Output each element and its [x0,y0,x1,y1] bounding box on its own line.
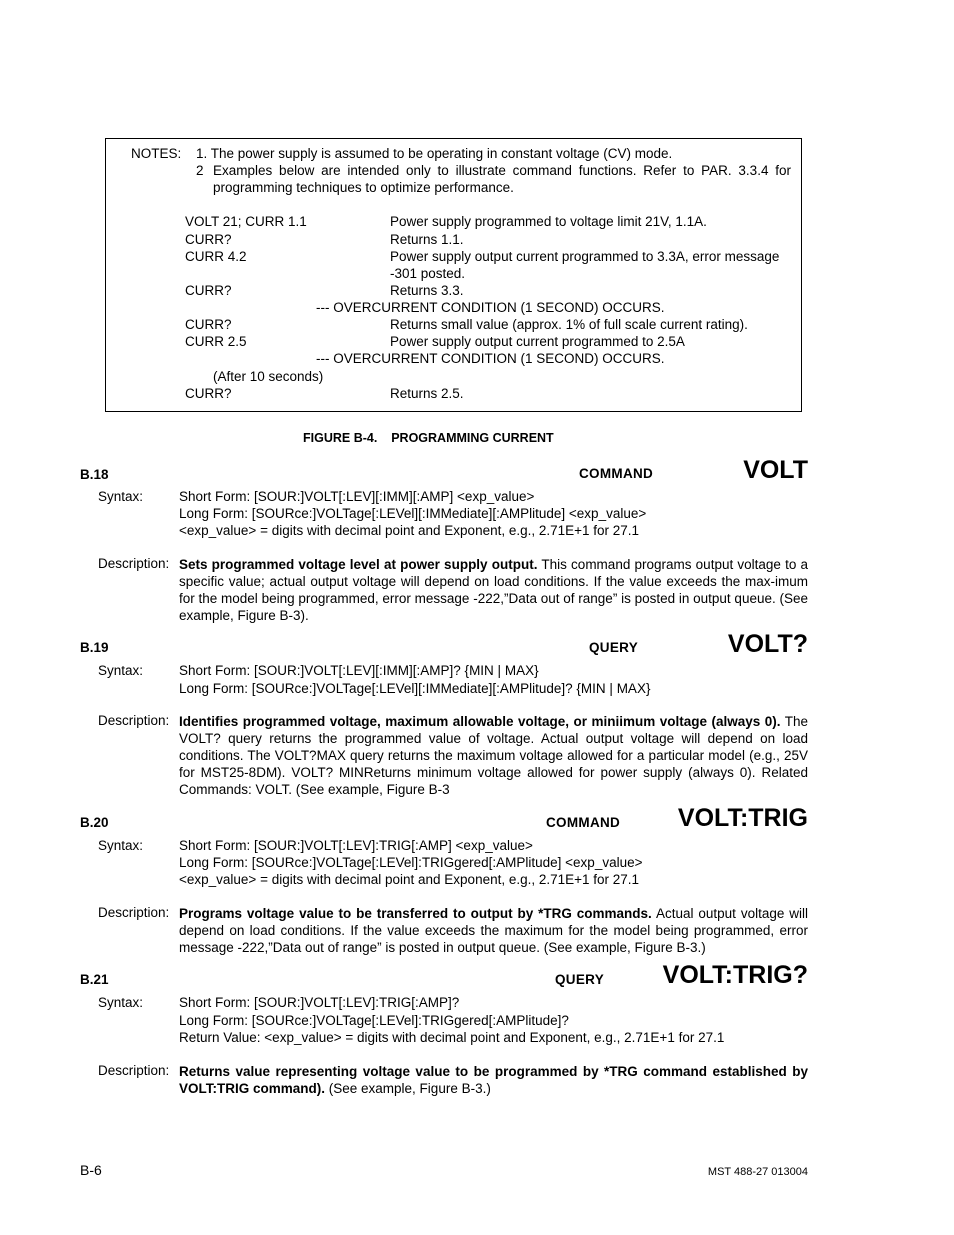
description-body: This command programs output voltage to a specific value; actual output voltage will depend on load conditions. If the value exceeds the max-imum for the model being programmed, error message -222,”Data out of range” is posted in output queue. (See example, Figure B-3). [179,557,808,623]
example-cmd: CURR? [185,232,232,247]
description-text [179,556,808,624]
section-title: VOLT:TRIG [677,804,808,832]
description-label: Description: [98,905,170,920]
description-text [179,713,808,798]
section-number: B.20 [80,815,109,830]
syntax-line: Short Form: [SOUR:]VOLT[:LEV][:IMM][:AMP] <exp_value> [179,489,535,504]
note-2-number: 2 [196,163,204,178]
notes-label: NOTES: [131,146,182,161]
section-kind: COMMAND [579,466,654,481]
example-desc: Returns 3.3. [390,283,464,298]
section-kind: QUERY [589,640,639,655]
description-text [179,905,808,956]
section-kind: COMMAND [546,815,621,830]
example-desc: Returns small value (approx. 1% of full scale current rating). [390,317,748,332]
description-lead: Returns value representing voltage value to be programmed by *TRG command established by VOLT:TRIG command). [179,1064,808,1096]
description-body: Actual output voltage will depend on load conditions. If the value exceeds the maximum for the model being programmed, error message -222,”Data out of range” is posted in output queue. (See example, Figure B-3.) [179,906,808,955]
syntax-label: Syntax: [98,838,144,853]
document-id: MST 488-27 013004 [707,1166,808,1178]
example-cmd: CURR? [185,283,232,298]
note-2-line-1: Examples below are intended only to illustrate command functions. Refer to PAR. 3.3.4 for [213,163,791,178]
description-text [179,1063,808,1097]
note-2-line-2: programming techniques to optimize performance. [213,180,514,195]
figure-caption: FIGURE B-4. PROGRAMMING CURRENT [303,431,554,445]
syntax-line: Short Form: [SOUR:]VOLT[:LEV][:IMM][:AMP]? {MIN | MAX} [179,663,539,678]
section-number: B.21 [80,972,109,987]
description-body: The VOLT? query returns the programmed value of voltage. Actual output voltage will depend on load conditions. The VOLT?MAX query returns the maximum voltage allowed for a particular model (e.g., 25V for MST25-8DM). VOLT? MINReturns minimum voltage allowed for power supply (always 0). Related Commands: VOLT. (See example, Figure B-3 [179,714,808,797]
syntax-label: Syntax: [98,995,144,1010]
overcurrent-event: --- OVERCURRENT CONDITION (1 SECOND) OCCURS. [316,300,665,315]
syntax-line: Short Form: [SOUR:]VOLT[:LEV]:TRIG[:AMP] <exp_value> [179,838,533,853]
description-lead: Sets programmed voltage level at power supply output. [179,557,538,572]
description-label: Description: [98,556,170,571]
description-lead: Programs voltage value to be transferred to output by *TRG commands. [179,906,652,921]
example-desc: Returns 2.5. [390,386,464,401]
description-label: Description: [98,713,170,728]
overcurrent-event: --- OVERCURRENT CONDITION (1 SECOND) OCCURS. [316,351,665,366]
syntax-line: Long Form: [SOURce:]VOLTage[:LEVel][:IMMediate][:AMPlitude] <exp_value> [179,506,647,521]
section-title: VOLT [743,456,808,484]
section-title: VOLT:TRIG? [662,961,808,989]
section-number: B.18 [80,467,109,482]
example-cmd: VOLT 21; CURR 1.1 [185,214,307,229]
example-desc: Power supply output current programmed to 2.5A [390,334,685,349]
section-number: B.19 [80,640,109,655]
syntax-line: Long Form: [SOURce:]VOLTage[:LEVel][:IMMediate][:AMPlitude]? {MIN | MAX} [179,681,651,696]
syntax-line: <exp_value> = digits with decimal point and Exponent, e.g., 2.71E+1 for 27.1 [179,523,640,538]
syntax-line: Short Form: [SOUR:]VOLT[:LEV]:TRIG[:AMP]? [179,995,460,1010]
description-label: Description: [98,1063,170,1078]
example-cmd: CURR 4.2 [185,249,247,264]
example-cmd: CURR 2.5 [185,334,247,349]
example-desc: Power supply output current programmed to 3.3A, error message [390,249,780,264]
example-cmd: CURR? [185,386,232,401]
page-number: B-6 [80,1162,102,1178]
description-lead: Identifies programmed voltage, maximum allowable voltage, or miniimum voltage (always 0). [179,714,781,729]
description-body: (See example, Figure B-3.) [325,1081,491,1096]
note-1: 1. The power supply is assumed to be operating in constant voltage (CV) mode. [196,146,673,161]
syntax-line: Long Form: [SOURce:]VOLTage[:LEVel]:TRIGgered[:AMPlitude]? [179,1013,569,1028]
syntax-label: Syntax: [98,663,144,678]
example-cmd: CURR? [185,317,232,332]
syntax-line: <exp_value> = digits with decimal point and Exponent, e.g., 2.71E+1 for 27.1 [179,872,640,887]
delay-note: (After 10 seconds) [213,369,324,384]
section-title: VOLT? [727,630,808,658]
syntax-line: Return Value: <exp_value> = digits with decimal point and Exponent, e.g., 2.71E+1 for 27.1 [179,1030,725,1045]
example-desc: -301 posted. [390,266,466,281]
example-desc: Returns 1.1. [390,232,464,247]
syntax-line: Long Form: [SOURce:]VOLTage[:LEVel]:TRIGgered[:AMPlitude] <exp_value> [179,855,643,870]
syntax-label: Syntax: [98,489,144,504]
section-kind: QUERY [555,972,605,987]
example-desc: Power supply programmed to voltage limit 21V, 1.1A. [390,214,707,229]
